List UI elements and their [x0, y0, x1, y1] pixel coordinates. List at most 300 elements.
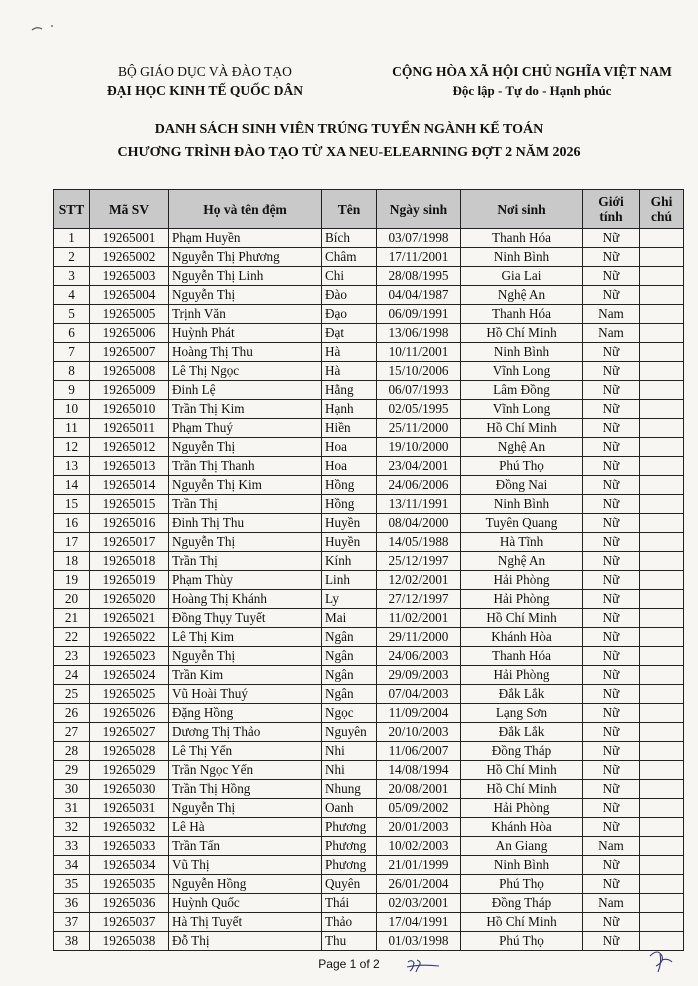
note-cell: [640, 647, 684, 666]
row-stt-cell: 5: [54, 305, 90, 324]
row-stt-cell: 3: [54, 267, 90, 286]
student-id-cell: 19265032: [90, 818, 169, 837]
gender-cell: Nam: [583, 324, 640, 343]
note-cell: [640, 343, 684, 362]
middle-name-cell: Phạm Huyền: [169, 229, 322, 248]
middle-name-cell: Đinh Lệ: [169, 381, 322, 400]
given-name-cell: Hạnh: [322, 400, 377, 419]
middle-name-cell: Huỳnh Phát: [169, 324, 322, 343]
ministry-header: [80, 62, 330, 100]
student-id-cell: 19265019: [90, 571, 169, 590]
row-stt-cell: 10: [54, 400, 90, 419]
birth-date-cell: 14/05/1988: [377, 533, 461, 552]
note-cell: [640, 267, 684, 286]
national-motto: CỘNG HÒA XÃ HỘI CHỦ NGHĨA VIỆT NAM: [392, 64, 672, 79]
given-name-cell: Quyên: [322, 875, 377, 894]
student-id-cell: 19265021: [90, 609, 169, 628]
birthplace-cell: An Giang: [461, 837, 583, 856]
middle-name-cell: Nguyễn Thị Kim: [169, 476, 322, 495]
middle-name-cell: Đỗ Thị: [169, 932, 322, 951]
table-row: [54, 229, 684, 248]
row-stt-cell: 22: [54, 628, 90, 647]
national-header: [372, 62, 692, 100]
table-header-row: [54, 190, 684, 229]
birthplace-cell: Hải Phòng: [461, 799, 583, 818]
birthplace-cell: Khánh Hòa: [461, 628, 583, 647]
note-cell: [640, 457, 684, 476]
gender-cell: Nữ: [583, 761, 640, 780]
column-header: Họ và tên đệm: [169, 190, 322, 229]
student-id-cell: 19265023: [90, 647, 169, 666]
row-stt-cell: 9: [54, 381, 90, 400]
student-id-cell: 19265033: [90, 837, 169, 856]
birthplace-cell: Vĩnh Long: [461, 400, 583, 419]
birth-date-cell: 15/10/2006: [377, 362, 461, 381]
middle-name-cell: Nguyễn Hồng: [169, 875, 322, 894]
note-cell: [640, 875, 684, 894]
gender-cell: Nữ: [583, 913, 640, 932]
given-name-cell: Hiền: [322, 419, 377, 438]
row-stt-cell: 33: [54, 837, 90, 856]
table-row: [54, 571, 684, 590]
row-stt-cell: 26: [54, 704, 90, 723]
student-id-cell: 19265028: [90, 742, 169, 761]
birth-date-cell: 17/11/2001: [377, 248, 461, 267]
student-id-cell: 19265038: [90, 932, 169, 951]
birth-date-cell: 13/11/1991: [377, 495, 461, 514]
given-name-cell: Hồng: [322, 495, 377, 514]
middle-name-cell: Trần Kim: [169, 666, 322, 685]
student-id-cell: 19265024: [90, 666, 169, 685]
gender-cell: Nữ: [583, 780, 640, 799]
given-name-cell: Ngân: [322, 647, 377, 666]
student-id-cell: 19265013: [90, 457, 169, 476]
birthplace-cell: Gia Lai: [461, 267, 583, 286]
given-name-cell: Nhi: [322, 742, 377, 761]
given-name-cell: Đạo: [322, 305, 377, 324]
middle-name-cell: Trần Tấn: [169, 837, 322, 856]
middle-name-cell: Dương Thị Thảo: [169, 723, 322, 742]
note-cell: [640, 837, 684, 856]
given-name-cell: Oanh: [322, 799, 377, 818]
middle-name-cell: Đồng Thụy Tuyết: [169, 609, 322, 628]
row-stt-cell: 7: [54, 343, 90, 362]
given-name-cell: Ly: [322, 590, 377, 609]
row-stt-cell: 25: [54, 685, 90, 704]
birth-date-cell: 20/08/2001: [377, 780, 461, 799]
birth-date-cell: 05/09/2002: [377, 799, 461, 818]
birth-date-cell: 14/08/1994: [377, 761, 461, 780]
initials-signature: [405, 957, 441, 973]
student-id-cell: 19265031: [90, 799, 169, 818]
student-id-cell: 19265022: [90, 628, 169, 647]
middle-name-cell: Trần Thị: [169, 552, 322, 571]
student-id-cell: 19265004: [90, 286, 169, 305]
birthplace-cell: Đồng Tháp: [461, 894, 583, 913]
note-cell: [640, 381, 684, 400]
given-name-cell: Hoa: [322, 457, 377, 476]
note-cell: [640, 761, 684, 780]
birthplace-cell: Đắk Lắk: [461, 723, 583, 742]
note-cell: [640, 723, 684, 742]
student-id-cell: 19265020: [90, 590, 169, 609]
gender-cell: Nữ: [583, 495, 640, 514]
student-id-cell: 19265025: [90, 685, 169, 704]
birth-date-cell: 29/09/2003: [377, 666, 461, 685]
birth-date-cell: 26/01/2004: [377, 875, 461, 894]
gender-cell: Nữ: [583, 704, 640, 723]
table-row: [54, 875, 684, 894]
note-cell: [640, 552, 684, 571]
gender-cell: Nữ: [583, 647, 640, 666]
student-id-cell: 19265036: [90, 894, 169, 913]
note-cell: [640, 704, 684, 723]
middle-name-cell: Nguyễn Thị: [169, 647, 322, 666]
birthplace-cell: Phú Thọ: [461, 457, 583, 476]
birth-date-cell: 06/07/1993: [377, 381, 461, 400]
table-row: [54, 495, 684, 514]
gender-cell: Nam: [583, 837, 640, 856]
document-title: DANH SÁCH SINH VIÊN TRÚNG TUYỂN NGÀNH KẾ TOÁN: [154, 122, 544, 137]
university-name: ĐẠI HỌC KINH TẾ QUỐC DÂN: [107, 83, 303, 98]
gender-cell: Nữ: [583, 438, 640, 457]
birthplace-cell: Lâm Đồng: [461, 381, 583, 400]
table-row: [54, 476, 684, 495]
table-row: [54, 856, 684, 875]
given-name-cell: Thu: [322, 932, 377, 951]
table-row: [54, 742, 684, 761]
gender-cell: Nữ: [583, 267, 640, 286]
middle-name-cell: Lê Hà: [169, 818, 322, 837]
middle-name-cell: Nguyễn Thị: [169, 286, 322, 305]
row-stt-cell: 17: [54, 533, 90, 552]
table-row: [54, 628, 684, 647]
birth-date-cell: 27/12/1997: [377, 590, 461, 609]
row-stt-cell: 27: [54, 723, 90, 742]
middle-name-cell: Trịnh Văn: [169, 305, 322, 324]
given-name-cell: Huyền: [322, 514, 377, 533]
middle-name-cell: Lê Thị Yến: [169, 742, 322, 761]
birthplace-cell: Thanh Hóa: [461, 229, 583, 248]
table-row: [54, 913, 684, 932]
table-row: [54, 780, 684, 799]
given-name-cell: Đào: [322, 286, 377, 305]
birth-date-cell: 13/06/1998: [377, 324, 461, 343]
table-row: [54, 723, 684, 742]
gender-cell: Nữ: [583, 818, 640, 837]
gender-cell: Nữ: [583, 571, 640, 590]
birthplace-cell: Tuyên Quang: [461, 514, 583, 533]
gender-cell: Nữ: [583, 609, 640, 628]
birthplace-cell: Hồ Chí Minh: [461, 324, 583, 343]
birthplace-cell: Khánh Hòa: [461, 818, 583, 837]
middle-name-cell: Lê Thị Ngọc: [169, 362, 322, 381]
birthplace-cell: Lạng Sơn: [461, 704, 583, 723]
middle-name-cell: Đặng Hồng: [169, 704, 322, 723]
middle-name-cell: Hoàng Thị Thu: [169, 343, 322, 362]
birth-date-cell: 11/09/2004: [377, 704, 461, 723]
student-id-cell: 19265037: [90, 913, 169, 932]
given-name-cell: Phương: [322, 856, 377, 875]
column-header: Mã SV: [90, 190, 169, 229]
gender-cell: Nữ: [583, 362, 640, 381]
given-name-cell: Ngân: [322, 685, 377, 704]
gender-cell: Nữ: [583, 248, 640, 267]
student-id-cell: 19265034: [90, 856, 169, 875]
student-id-cell: 19265009: [90, 381, 169, 400]
birthplace-cell: Hải Phòng: [461, 666, 583, 685]
birth-date-cell: 08/04/2000: [377, 514, 461, 533]
middle-name-cell: Nguyễn Thị Phương: [169, 248, 322, 267]
row-stt-cell: 1: [54, 229, 90, 248]
birth-date-cell: 24/06/2006: [377, 476, 461, 495]
birthplace-cell: Vĩnh Long: [461, 362, 583, 381]
student-id-cell: 19265011: [90, 419, 169, 438]
given-name-cell: Ngân: [322, 628, 377, 647]
note-cell: [640, 476, 684, 495]
gender-cell: Nữ: [583, 400, 640, 419]
note-cell: [640, 362, 684, 381]
birth-date-cell: 04/04/1987: [377, 286, 461, 305]
student-id-cell: 19265029: [90, 761, 169, 780]
note-cell: [640, 628, 684, 647]
note-cell: [640, 780, 684, 799]
table-row: [54, 552, 684, 571]
middle-name-cell: Hà Thị Tuyết: [169, 913, 322, 932]
table-row: [54, 837, 684, 856]
middle-name-cell: Trần Thị: [169, 495, 322, 514]
table-row: [54, 609, 684, 628]
given-name-cell: Châm: [322, 248, 377, 267]
given-name-cell: Hà: [322, 362, 377, 381]
note-cell: [640, 324, 684, 343]
row-stt-cell: 8: [54, 362, 90, 381]
row-stt-cell: 13: [54, 457, 90, 476]
row-stt-cell: 23: [54, 647, 90, 666]
table-row: [54, 438, 684, 457]
table-row: [54, 590, 684, 609]
birthplace-cell: Nghệ An: [461, 438, 583, 457]
table-row: [54, 666, 684, 685]
given-name-cell: Huyền: [322, 533, 377, 552]
birth-date-cell: 25/12/1997: [377, 552, 461, 571]
student-id-cell: 19265010: [90, 400, 169, 419]
note-cell: [640, 685, 684, 704]
row-stt-cell: 31: [54, 799, 90, 818]
birth-date-cell: 24/06/2003: [377, 647, 461, 666]
gender-cell: Nữ: [583, 514, 640, 533]
gender-cell: Nữ: [583, 875, 640, 894]
table-row: [54, 514, 684, 533]
birth-date-cell: 20/01/2003: [377, 818, 461, 837]
middle-name-cell: Phạm Thuý: [169, 419, 322, 438]
birthplace-cell: Hồ Chí Minh: [461, 609, 583, 628]
birth-date-cell: 07/04/2003: [377, 685, 461, 704]
gender-cell: Nữ: [583, 590, 640, 609]
birth-date-cell: 02/05/1995: [377, 400, 461, 419]
row-stt-cell: 34: [54, 856, 90, 875]
gender-cell: Nữ: [583, 476, 640, 495]
given-name-cell: Nguyên: [322, 723, 377, 742]
row-stt-cell: 28: [54, 742, 90, 761]
row-stt-cell: 16: [54, 514, 90, 533]
middle-name-cell: Trần Thị Kim: [169, 400, 322, 419]
given-name-cell: Hà: [322, 343, 377, 362]
student-id-cell: 19265003: [90, 267, 169, 286]
middle-name-cell: Trần Ngọc Yến: [169, 761, 322, 780]
table-row: [54, 647, 684, 666]
note-cell: [640, 400, 684, 419]
note-cell: [640, 666, 684, 685]
gender-cell: Nam: [583, 894, 640, 913]
given-name-cell: Thảo: [322, 913, 377, 932]
row-stt-cell: 12: [54, 438, 90, 457]
birthplace-cell: Thanh Hóa: [461, 647, 583, 666]
birth-date-cell: 29/11/2000: [377, 628, 461, 647]
middle-name-cell: Nguyễn Thị: [169, 533, 322, 552]
birthplace-cell: Nghệ An: [461, 286, 583, 305]
gender-cell: Nữ: [583, 932, 640, 951]
given-name-cell: Đạt: [322, 324, 377, 343]
birth-date-cell: 20/10/2003: [377, 723, 461, 742]
birth-date-cell: 21/01/1999: [377, 856, 461, 875]
row-stt-cell: 38: [54, 932, 90, 951]
national-slogan: Độc lập - Tự do - Hạnh phúc: [452, 83, 612, 98]
note-cell: [640, 609, 684, 628]
table-row: [54, 685, 684, 704]
note-cell: [640, 419, 684, 438]
table-row: [54, 381, 684, 400]
birthplace-cell: Hồ Chí Minh: [461, 913, 583, 932]
given-name-cell: Hồng: [322, 476, 377, 495]
gender-cell: Nữ: [583, 685, 640, 704]
gender-cell: Nữ: [583, 799, 640, 818]
gender-cell: Nữ: [583, 723, 640, 742]
row-stt-cell: 35: [54, 875, 90, 894]
gender-cell: Nữ: [583, 229, 640, 248]
row-stt-cell: 2: [54, 248, 90, 267]
scan-mark: [30, 20, 70, 34]
student-id-cell: 19265018: [90, 552, 169, 571]
row-stt-cell: 32: [54, 818, 90, 837]
birth-date-cell: 12/02/2001: [377, 571, 461, 590]
birthplace-cell: Ninh Bình: [461, 495, 583, 514]
page-signature: [644, 946, 674, 976]
birthplace-cell: Hồ Chí Minh: [461, 780, 583, 799]
middle-name-cell: Trần Thị Hồng: [169, 780, 322, 799]
gender-cell: Nữ: [583, 343, 640, 362]
middle-name-cell: Vũ Thị: [169, 856, 322, 875]
document-subtitle: CHƯƠNG TRÌNH ĐÀO TẠO TỪ XA NEU-ELEARNING ĐỢT 2 NĂM 2026: [117, 145, 581, 160]
note-cell: [640, 248, 684, 267]
row-stt-cell: 18: [54, 552, 90, 571]
student-id-cell: 19265026: [90, 704, 169, 723]
table-row: [54, 343, 684, 362]
ministry-name: BỘ GIÁO DỤC VÀ ĐÀO TẠO: [118, 64, 292, 79]
birth-date-cell: 10/11/2001: [377, 343, 461, 362]
page-number: Page 1 of 2: [318, 957, 380, 971]
note-cell: [640, 818, 684, 837]
birth-date-cell: 02/03/2001: [377, 894, 461, 913]
note-cell: [640, 533, 684, 552]
student-id-cell: 19265027: [90, 723, 169, 742]
row-stt-cell: 4: [54, 286, 90, 305]
given-name-cell: Hoa: [322, 438, 377, 457]
student-id-cell: 19265030: [90, 780, 169, 799]
given-name-cell: Kính: [322, 552, 377, 571]
middle-name-cell: Nguyễn Thị: [169, 438, 322, 457]
table-row: [54, 400, 684, 419]
given-name-cell: Mai: [322, 609, 377, 628]
birthplace-cell: Nghệ An: [461, 552, 583, 571]
birthplace-cell: Ninh Bình: [461, 856, 583, 875]
given-name-cell: Phương: [322, 837, 377, 856]
row-stt-cell: 11: [54, 419, 90, 438]
table-row: [54, 818, 684, 837]
table-row: [54, 533, 684, 552]
gender-cell: Nam: [583, 305, 640, 324]
gender-cell: Nữ: [583, 628, 640, 647]
gender-cell: Nữ: [583, 419, 640, 438]
birthplace-cell: Thanh Hóa: [461, 305, 583, 324]
table-row: [54, 704, 684, 723]
row-stt-cell: 29: [54, 761, 90, 780]
birth-date-cell: 19/10/2000: [377, 438, 461, 457]
column-header: Nơi sinh: [461, 190, 583, 229]
gender-cell: Nữ: [583, 856, 640, 875]
given-name-cell: Linh: [322, 571, 377, 590]
row-stt-cell: 21: [54, 609, 90, 628]
birth-date-cell: 10/02/2003: [377, 837, 461, 856]
gender-cell: Nữ: [583, 381, 640, 400]
row-stt-cell: 20: [54, 590, 90, 609]
birthplace-cell: Phú Thọ: [461, 932, 583, 951]
table-row: [54, 932, 684, 951]
middle-name-cell: Phạm Thùy: [169, 571, 322, 590]
row-stt-cell: 6: [54, 324, 90, 343]
student-id-cell: 19265002: [90, 248, 169, 267]
birth-date-cell: 06/09/1991: [377, 305, 461, 324]
table-row: [54, 799, 684, 818]
row-stt-cell: 15: [54, 495, 90, 514]
birth-date-cell: 25/11/2000: [377, 419, 461, 438]
note-cell: [640, 799, 684, 818]
row-stt-cell: 14: [54, 476, 90, 495]
table-row: [54, 894, 684, 913]
row-stt-cell: 19: [54, 571, 90, 590]
middle-name-cell: Trần Thị Thanh: [169, 457, 322, 476]
birth-date-cell: 23/04/2001: [377, 457, 461, 476]
table-row: [54, 248, 684, 267]
given-name-cell: Hằng: [322, 381, 377, 400]
student-id-cell: 19265015: [90, 495, 169, 514]
birthplace-cell: Ninh Bình: [461, 343, 583, 362]
column-header: STT: [54, 190, 90, 229]
birthplace-cell: Đắk Lắk: [461, 685, 583, 704]
given-name-cell: Chi: [322, 267, 377, 286]
table-row: [54, 286, 684, 305]
student-list-table: [53, 189, 684, 951]
middle-name-cell: Nguyễn Thị: [169, 799, 322, 818]
birth-date-cell: 17/04/1991: [377, 913, 461, 932]
note-cell: [640, 856, 684, 875]
note-cell: [640, 438, 684, 457]
note-cell: [640, 229, 684, 248]
given-name-cell: Nhi: [322, 761, 377, 780]
birthplace-cell: Ninh Bình: [461, 248, 583, 267]
note-cell: [640, 286, 684, 305]
table-row: [54, 419, 684, 438]
